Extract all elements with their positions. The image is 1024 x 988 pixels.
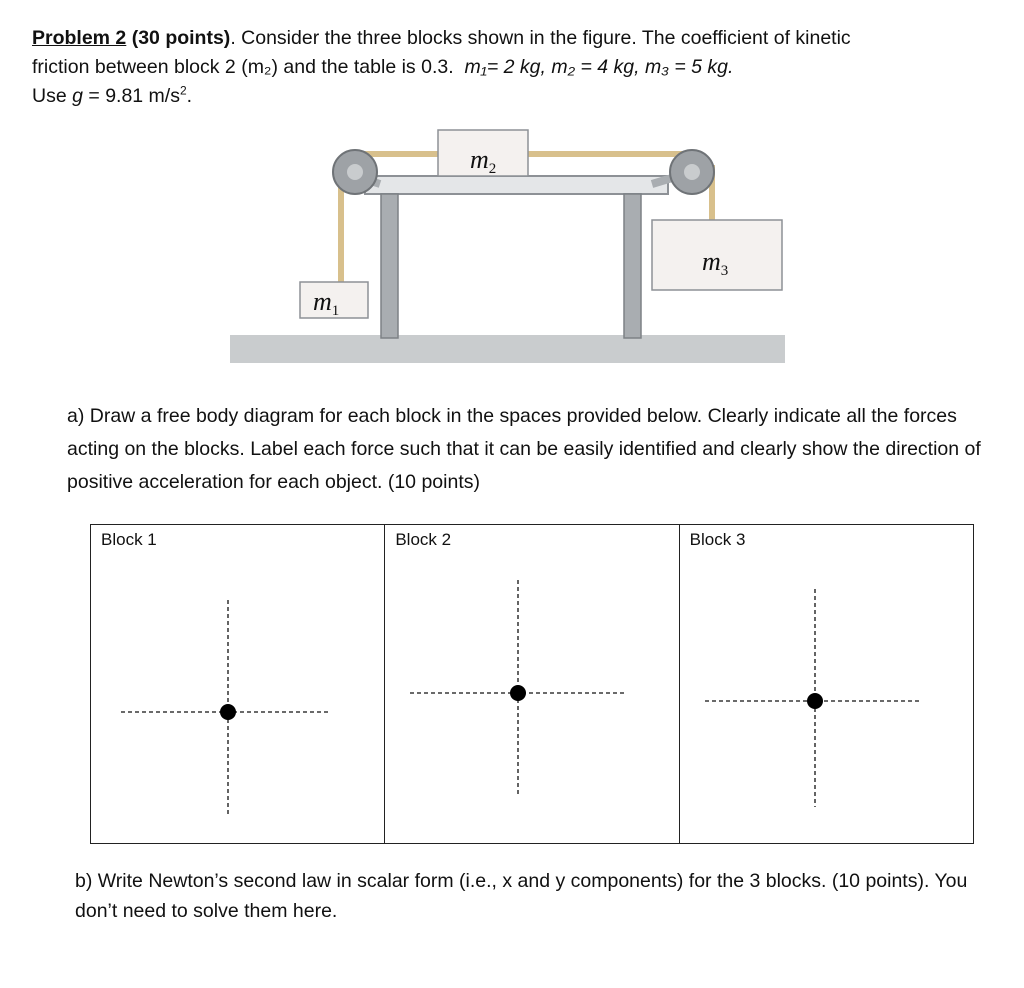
pulley-left-icon bbox=[333, 150, 377, 194]
problem-line-3: Use g = 9.81 $m/s^2$. bbox=[32, 83, 193, 107]
problem-points: (30 points) bbox=[131, 27, 231, 49]
block-2-title: Block 2 bbox=[395, 530, 452, 549]
block-3-point bbox=[807, 693, 823, 709]
part-b-question: b) Write Newton’s second law in scalar form (i.e., x and y components) for the 3 blocks. (10 points). You don’t need to solve them here. bbox=[75, 870, 968, 922]
block-2-axes bbox=[385, 525, 679, 843]
problem-line-1 bbox=[32, 24, 992, 53]
table-top bbox=[365, 176, 668, 194]
block-1-axes bbox=[91, 525, 385, 843]
label-m3: m3 bbox=[702, 247, 729, 279]
fbd-table bbox=[90, 524, 974, 844]
fbd-cell-block-1[interactable] bbox=[91, 525, 385, 844]
table-leg-left bbox=[381, 194, 398, 338]
label-m1: m1 bbox=[313, 287, 340, 319]
label-m2: m2 bbox=[470, 145, 497, 177]
problem-intro: . Consider the three blocks shown in the figure. The coefficient of kinetic bbox=[230, 27, 851, 49]
gravity-symbol: g bbox=[72, 85, 83, 107]
problem-statement bbox=[32, 24, 992, 111]
gravity-value: = 9.81 m/s bbox=[82, 85, 180, 107]
friction-text: friction between block 2 (m₂) and the table is 0.3. bbox=[32, 56, 454, 78]
block-1-title: Block 1 bbox=[101, 530, 157, 549]
fbd-cell-block-3[interactable] bbox=[679, 525, 973, 844]
pulley-system-figure bbox=[220, 120, 800, 380]
table-leg-right bbox=[624, 194, 641, 338]
block-2-point bbox=[510, 685, 526, 701]
part-a-question: a) Draw a free body diagram for each block in the spaces provided below. Clearly indicate all the forces acting on the blocks. Label each force such that it can be easily identified and clearly show the direction of positive acceleration for each object. (10 points) bbox=[67, 405, 981, 493]
block-1-point bbox=[220, 704, 236, 720]
mass-values: m₁= 2 kg, m₂ = 4 kg, m₃ = 5 kg. bbox=[464, 56, 734, 78]
block-3-title: Block 3 bbox=[689, 530, 746, 549]
floor bbox=[230, 335, 785, 363]
problem-line-2 bbox=[32, 53, 992, 82]
fbd-cell-block-2[interactable] bbox=[385, 525, 679, 844]
problem-label: Problem 2 bbox=[32, 27, 127, 49]
pulley-right-icon bbox=[670, 150, 714, 194]
block-3-axes bbox=[680, 525, 974, 843]
